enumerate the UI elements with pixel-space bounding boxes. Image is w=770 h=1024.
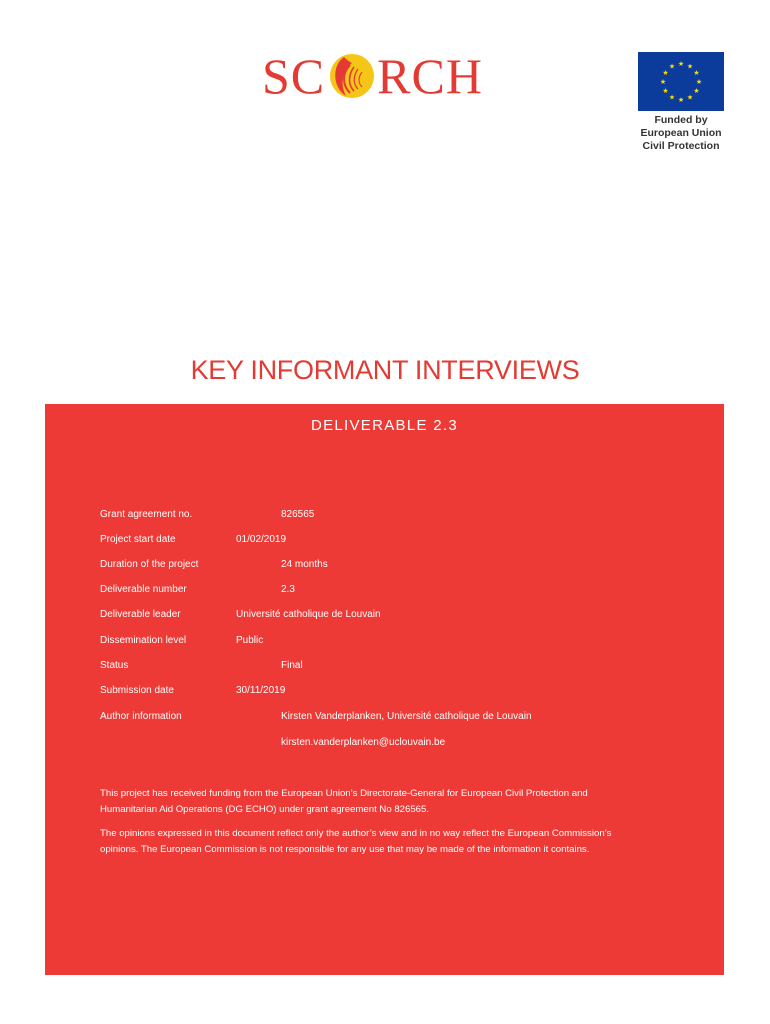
svg-text:★: ★ (662, 69, 669, 77)
info-value: 24 months (281, 559, 328, 570)
author-email: kirsten.vanderplanken@uclouvain.be (281, 737, 446, 748)
info-value: 30/11/2019 (236, 685, 286, 696)
deliverable-subtitle: DELIVERABLE 2.3 (310, 417, 459, 434)
info-label: Deliverable leader (100, 609, 181, 620)
info-label: Author information (100, 711, 182, 722)
info-label: Deliverable number (100, 584, 187, 595)
info-value: Public (236, 635, 264, 646)
eu-funding-caption (630, 114, 732, 153)
opinions-disclaimer (100, 826, 680, 858)
svg-text:★: ★ (662, 87, 669, 95)
info-value: 01/02/2019 (236, 534, 287, 545)
info-label: Project start date (100, 534, 176, 545)
info-value: Université catholique de Louvain (236, 609, 381, 620)
svg-text:★: ★ (659, 78, 667, 86)
eu-caption-line: European Union (640, 127, 722, 139)
disclaimer-line: opinions. The European Commission is not responsible for any use that may be made of the information it contains. (100, 844, 590, 855)
info-label: Duration of the project (100, 559, 199, 570)
svg-text:★: ★ (677, 60, 685, 68)
eu-flag-icon (638, 52, 724, 111)
disclaimer-line: The opinions expressed in this document reflect only the author’s view and in no way reflect the European Commission’s (100, 828, 612, 839)
svg-text:★: ★ (693, 87, 700, 95)
logo-text-right: RCH (377, 48, 483, 104)
info-value: 826565 (281, 509, 315, 520)
disclaimer-line: This project has received funding from the European Union’s Directorate-General for European Civil Protection and (100, 788, 588, 799)
eu-caption-line: Civil Protection (642, 140, 720, 152)
info-label: Grant agreement no. (100, 509, 193, 520)
svg-text:★: ★ (677, 96, 685, 104)
svg-text:★: ★ (668, 62, 676, 71)
svg-text:★: ★ (686, 62, 694, 71)
svg-text:★: ★ (695, 78, 703, 86)
svg-text:★: ★ (668, 93, 676, 102)
info-value: 2.3 (281, 584, 295, 595)
deliverable-panel (45, 404, 724, 975)
info-value: Kirsten Vanderplanken, Université catholique de Louvain (281, 711, 532, 722)
document-title: KEY INFORMANT INTERVIEWS (190, 355, 580, 385)
scorch-logo (262, 48, 483, 104)
logo-text-left: SC (262, 48, 326, 104)
svg-text:★: ★ (693, 69, 700, 77)
info-label: Dissemination level (100, 635, 187, 646)
disclaimer-line: Humanitarian Aid Operations (DG ECHO) under grant agreement No 826565. (100, 804, 430, 815)
info-label: Submission date (100, 685, 174, 696)
funding-disclaimer (100, 786, 680, 818)
flame-sun-icon (326, 51, 376, 101)
info-label: Status (100, 660, 129, 671)
svg-text:★: ★ (686, 93, 694, 102)
eu-caption-line: Funded by (654, 114, 708, 126)
info-value: Final (281, 660, 303, 671)
